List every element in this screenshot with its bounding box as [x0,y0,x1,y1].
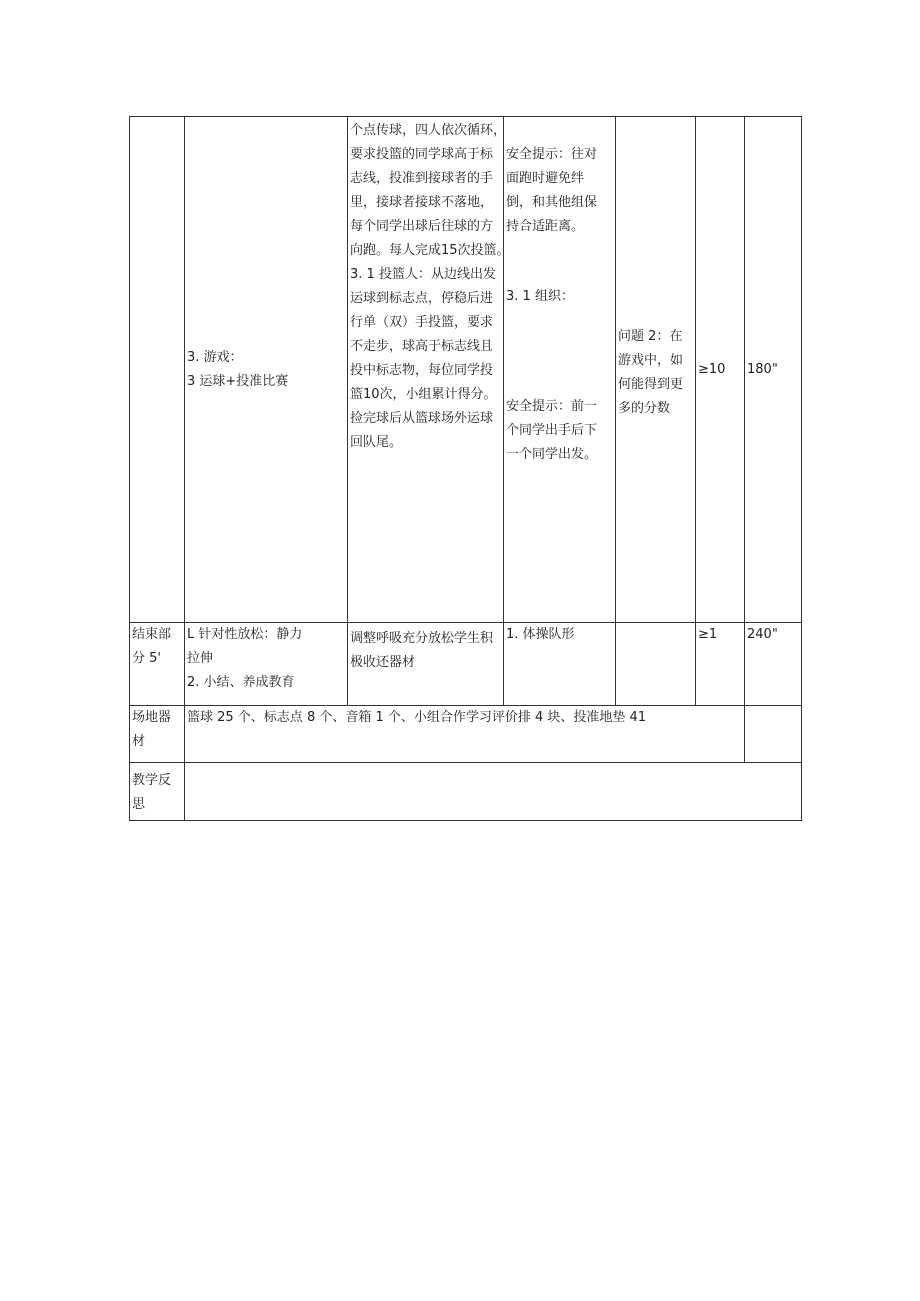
method-line: 个点传球，四人依次循环， [350,123,507,138]
cell-section-game [130,117,185,623]
cell-content-game [185,117,348,623]
table-row-reflection [130,763,802,821]
safety-tip-line: 个同学出手后下 [506,423,598,438]
cell-equipment-blank [745,706,802,763]
method-line: 回队尾。 [350,435,403,450]
table-row-game [130,117,802,623]
cell-organization-game [504,117,616,623]
cell-count-ending: ≥1 [696,623,745,706]
cell-reflection-label [130,763,185,821]
method-line: 要求投篮的同学球高于标 [350,147,494,162]
cell-reflection-text [185,763,802,821]
safety-tip-line: 面跑时避免绊 [506,171,585,186]
method-line: 极收还器材 [350,655,416,670]
method-line: 捡完球后从篮球场外运球 [350,411,494,426]
cell-method-ending [348,623,504,706]
cell-question-game [616,117,696,623]
cell-question-ending [616,623,696,706]
method-line: 不走步，球高于标志线且 [350,339,494,354]
question-line: 何能得到更 [618,377,684,392]
lesson-plan-table [129,116,802,821]
safety-tip-line: 倒，和其他组保 [506,195,598,210]
safety-tip-line: 一个同学出发。 [506,447,598,462]
equipment-label-line: 材 [132,734,146,749]
reflection-label-line: 教学反 [132,773,172,788]
table-row-equipment [130,706,802,763]
cell-count-game: ≥10 [696,117,745,623]
method-line: 投中标志物，每位同学投 [350,363,494,378]
equipment-label-line: 场地器 [132,710,172,725]
section-label-line: 分 5' [132,651,161,666]
method-line: 行单（双）手投篮，要求 [350,315,494,330]
content-line: 2. 小结、养成教育 [187,675,295,690]
question-line: 问题 2：在 [618,329,683,344]
method-line: 每个同学出球后往球的方 [350,219,494,234]
table-row-ending [130,623,802,706]
cell-time-game: 180" [745,117,802,623]
cell-equipment-label [130,706,185,763]
method-line: 里，接球者接球不落地， [350,195,494,210]
content-line: 3. 游戏： [187,349,243,365]
question-line: 多的分数 [618,401,671,416]
content-line: 拉伸 [187,651,214,666]
method-line: 3. 1 投篮人：从边线出发 [350,267,496,282]
safety-tip-line: 安全提示：前一 [506,399,598,414]
organization-line: 3. 1 组织： [506,289,574,304]
method-line: 调整呼吸充分放松学生积 [350,631,494,646]
question-line: 游戏中，如 [618,353,684,368]
cell-method-game [348,117,510,623]
safety-tip-line: 安全提示：往对 [506,147,598,162]
reflection-label-line: 思 [132,797,146,812]
method-line: 运球到标志点，停稳后进 [350,291,494,306]
cell-section-ending [130,623,185,706]
method-line: 向跑。每人完成15次投篮。 [350,243,510,258]
content-line: 3 运球+投准比赛 [187,373,289,389]
method-line: 志线，投准到接球者的手 [350,171,494,186]
cell-time-ending: 240" [745,623,802,706]
cell-organization-ending: 1. 体操队形 [504,623,616,706]
cell-equipment-text: 篮球 25 个、标志点 8 个、音箱 1 个、小组合作学习评价排 4 块、投准地垫 41 [185,706,745,763]
method-line: 篮10次，小组累计得分。 [350,387,497,402]
cell-content-ending [185,623,348,706]
section-label-line: 结束部 [132,627,172,642]
content-line: L 针对性放松：静力 [187,627,303,642]
safety-tip-line: 持合适距离。 [506,219,585,234]
